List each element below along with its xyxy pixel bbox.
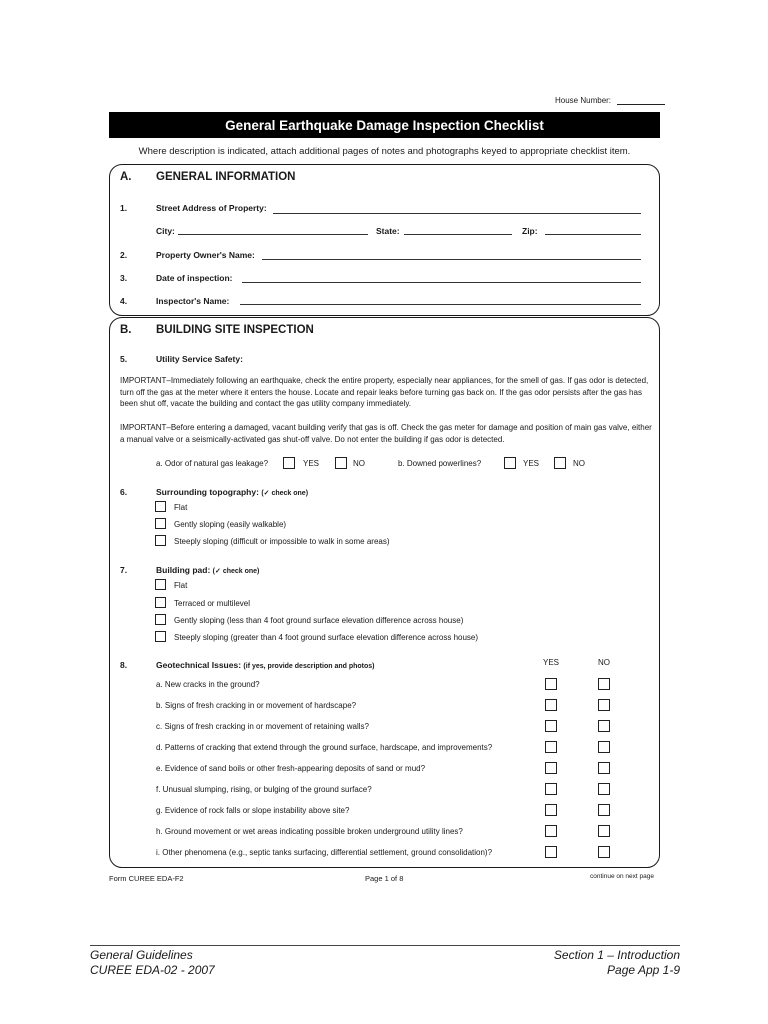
powerlines-no-checkbox[interactable] <box>554 457 566 469</box>
gas-leak-no-label: NO <box>353 459 365 468</box>
state-field[interactable] <box>404 234 512 235</box>
item-7-number: 7. <box>120 565 128 575</box>
form-page-number: Page 1 of 8 <box>365 874 404 883</box>
geotechnical-no-checkbox[interactable] <box>598 783 610 795</box>
geotechnical-question: f. Unusual slumping, rising, or bulging of the ground surface? <box>156 785 372 794</box>
continue-note: continue on next page <box>590 873 654 880</box>
topography-hint: (✓ check one) <box>261 490 309 497</box>
section-a-box <box>109 164 660 316</box>
pad-terraced-checkbox[interactable] <box>155 597 166 608</box>
geotechnical-yes-checkbox[interactable] <box>545 678 557 690</box>
house-number <box>555 96 665 105</box>
geotechnical-question: c. Signs of fresh cracking in or movement of retaining walls? <box>156 722 369 731</box>
pad-option-flat: Flat <box>174 581 188 590</box>
gas-leak-no-checkbox[interactable] <box>335 457 347 469</box>
utility-safety-label: Utility Service Safety: <box>156 354 243 364</box>
inspector-name-field[interactable] <box>240 304 641 305</box>
geotechnical-question: h. Ground movement or wet areas indicating possible broken underground utility lines? <box>156 827 463 836</box>
geotechnical-no-checkbox[interactable] <box>598 762 610 774</box>
geotechnical-question: d. Patterns of cracking that extend through the ground surface, hardscape, and improvements? <box>156 743 493 752</box>
topography-gentle-checkbox[interactable] <box>155 518 166 529</box>
geotechnical-question: b. Signs of fresh cracking in or movement of hardscape? <box>156 701 357 710</box>
section-b-letter: B. <box>120 324 132 336</box>
geotechnical-yes-header: YES <box>543 658 560 667</box>
powerlines-yes-checkbox[interactable] <box>504 457 516 469</box>
city-field[interactable] <box>178 234 368 235</box>
geotechnical-label-text: Geotechnical Issues: <box>156 660 242 670</box>
geotechnical-yes-checkbox[interactable] <box>545 846 557 858</box>
item-1-number: 1. <box>120 203 128 213</box>
footer-rule <box>90 945 680 946</box>
pad-steep-checkbox[interactable] <box>155 631 166 642</box>
inspection-date-field[interactable] <box>242 282 641 283</box>
owner-name-label: Property Owner's Name: <box>156 250 255 260</box>
geotechnical-question: i. Other phenomena (e.g., septic tanks surfacing, differential settlement, ground consolidation)? <box>156 848 493 857</box>
powerlines-question: b. Downed powerlines? <box>398 459 482 468</box>
item-2-number: 2. <box>120 250 128 260</box>
geotechnical-no-checkbox[interactable] <box>598 846 610 858</box>
footer-guidelines: General Guidelines <box>90 948 193 962</box>
form-id: Form CUREE EDA-F2 <box>109 874 184 883</box>
geotechnical-yes-checkbox[interactable] <box>545 699 557 711</box>
house-number-field[interactable] <box>617 96 665 105</box>
geotechnical-no-checkbox[interactable] <box>598 699 610 711</box>
geotechnical-yes-checkbox[interactable] <box>545 762 557 774</box>
pad-option-terraced: Terraced or multilevel <box>174 599 251 608</box>
footer-doc-id: CUREE EDA-02 - 2007 <box>90 963 215 977</box>
geotechnical-yes-checkbox[interactable] <box>545 720 557 732</box>
item-3-number: 3. <box>120 273 128 283</box>
street-address-label: Street Address of Property: <box>156 203 267 213</box>
section-b-title: BUILDING SITE INSPECTION <box>156 324 314 336</box>
geotechnical-yes-checkbox[interactable] <box>545 741 557 753</box>
geotechnical-no-checkbox[interactable] <box>598 825 610 837</box>
inspection-date-label: Date of inspection: <box>156 273 233 283</box>
pad-option-gentle: Gently sloping (less than 4 foot ground surface elevation difference across house) <box>174 616 464 625</box>
geotechnical-question: a. New cracks in the ground? <box>156 680 260 689</box>
pad-flat-checkbox[interactable] <box>155 579 166 590</box>
geotechnical-no-header: NO <box>598 658 610 667</box>
geotechnical-no-checkbox[interactable] <box>598 678 610 690</box>
building-pad-label-text: Building pad: <box>156 565 211 575</box>
form-title: General Earthquake Damage Inspection Checklist <box>109 112 660 138</box>
zip-field[interactable] <box>545 234 641 235</box>
geotechnical-question: g. Evidence of rock falls or slope instability above site? <box>156 806 350 815</box>
geotechnical-no-checkbox[interactable] <box>598 720 610 732</box>
geotechnical-yes-checkbox[interactable] <box>545 804 557 816</box>
gas-leak-yes-checkbox[interactable] <box>283 457 295 469</box>
gas-leak-yes-label: YES <box>303 459 320 468</box>
inspector-name-label: Inspector's Name: <box>156 296 230 306</box>
geotechnical-no-checkbox[interactable] <box>598 804 610 816</box>
footer-page: Page App 1-9 <box>607 963 680 977</box>
topography-label-text: Surrounding topography: <box>156 487 259 497</box>
item-5-number: 5. <box>120 354 128 364</box>
topography-flat-checkbox[interactable] <box>155 501 166 512</box>
state-label: State: <box>376 226 400 236</box>
topography-option-gentle: Gently sloping (easily walkable) <box>174 520 287 529</box>
important-note-2: IMPORTANT–Before entering a damaged, vacant building verify that gas is off. Check the gas meter for damage and position of main gas valve, either a manual valve or a seismically-activated gas shut-off valve. Do not enter the building if gas odor is detected. <box>120 423 652 444</box>
pad-option-steep: Steeply sloping (greater than 4 foot ground surface elevation difference across house) <box>174 633 479 642</box>
zip-label: Zip: <box>522 226 538 236</box>
geotechnical-hint: (if yes, provide description and photos) <box>243 663 375 670</box>
city-label: City: <box>156 226 175 236</box>
geotechnical-yes-checkbox[interactable] <box>545 825 557 837</box>
geotechnical-label <box>156 660 375 670</box>
powerlines-yes-label: YES <box>523 459 540 468</box>
instruction-text: Where description is indicated, attach additional pages of notes and photographs keyed to appropriate checklist item. <box>138 146 631 157</box>
important-note-1: IMPORTANT–Immediately following an earthquake, check the entire property, especially near appliances, for the smell of gas. If gas odor is detected, turn off the gas at the meter where it enters the house. Locate and repair leaks before turning gas back on. If the gas odor persists after the gas has been shut off, vacate the building and contact the gas utility company immediately. <box>120 376 649 408</box>
geotechnical-no-checkbox[interactable] <box>598 741 610 753</box>
powerlines-no-label: NO <box>573 459 585 468</box>
house-number-label: House Number: <box>555 96 612 105</box>
topography-option-steep: Steeply sloping (difficult or impossible to walk in some areas) <box>174 537 390 546</box>
pad-gentle-checkbox[interactable] <box>155 614 166 625</box>
building-pad-hint: (✓ check one) <box>212 568 260 575</box>
item-4-number: 4. <box>120 296 128 306</box>
section-a-title: GENERAL INFORMATION <box>156 171 296 183</box>
topography-label <box>156 487 308 497</box>
item-8-number: 8. <box>120 660 128 670</box>
owner-name-field[interactable] <box>262 259 641 260</box>
topography-steep-checkbox[interactable] <box>155 535 166 546</box>
section-a-letter: A. <box>120 171 132 183</box>
building-pad-label <box>156 565 259 575</box>
geotechnical-yes-checkbox[interactable] <box>545 783 557 795</box>
footer-section: Section 1 – Introduction <box>553 948 680 962</box>
topography-option-flat: Flat <box>174 503 188 512</box>
geotechnical-question: e. Evidence of sand boils or other fresh-appearing deposits of sand or mud? <box>156 764 426 773</box>
item-6-number: 6. <box>120 487 128 497</box>
street-address-field[interactable] <box>273 213 641 214</box>
gas-leak-question: a. Odor of natural gas leakage? <box>156 459 269 468</box>
